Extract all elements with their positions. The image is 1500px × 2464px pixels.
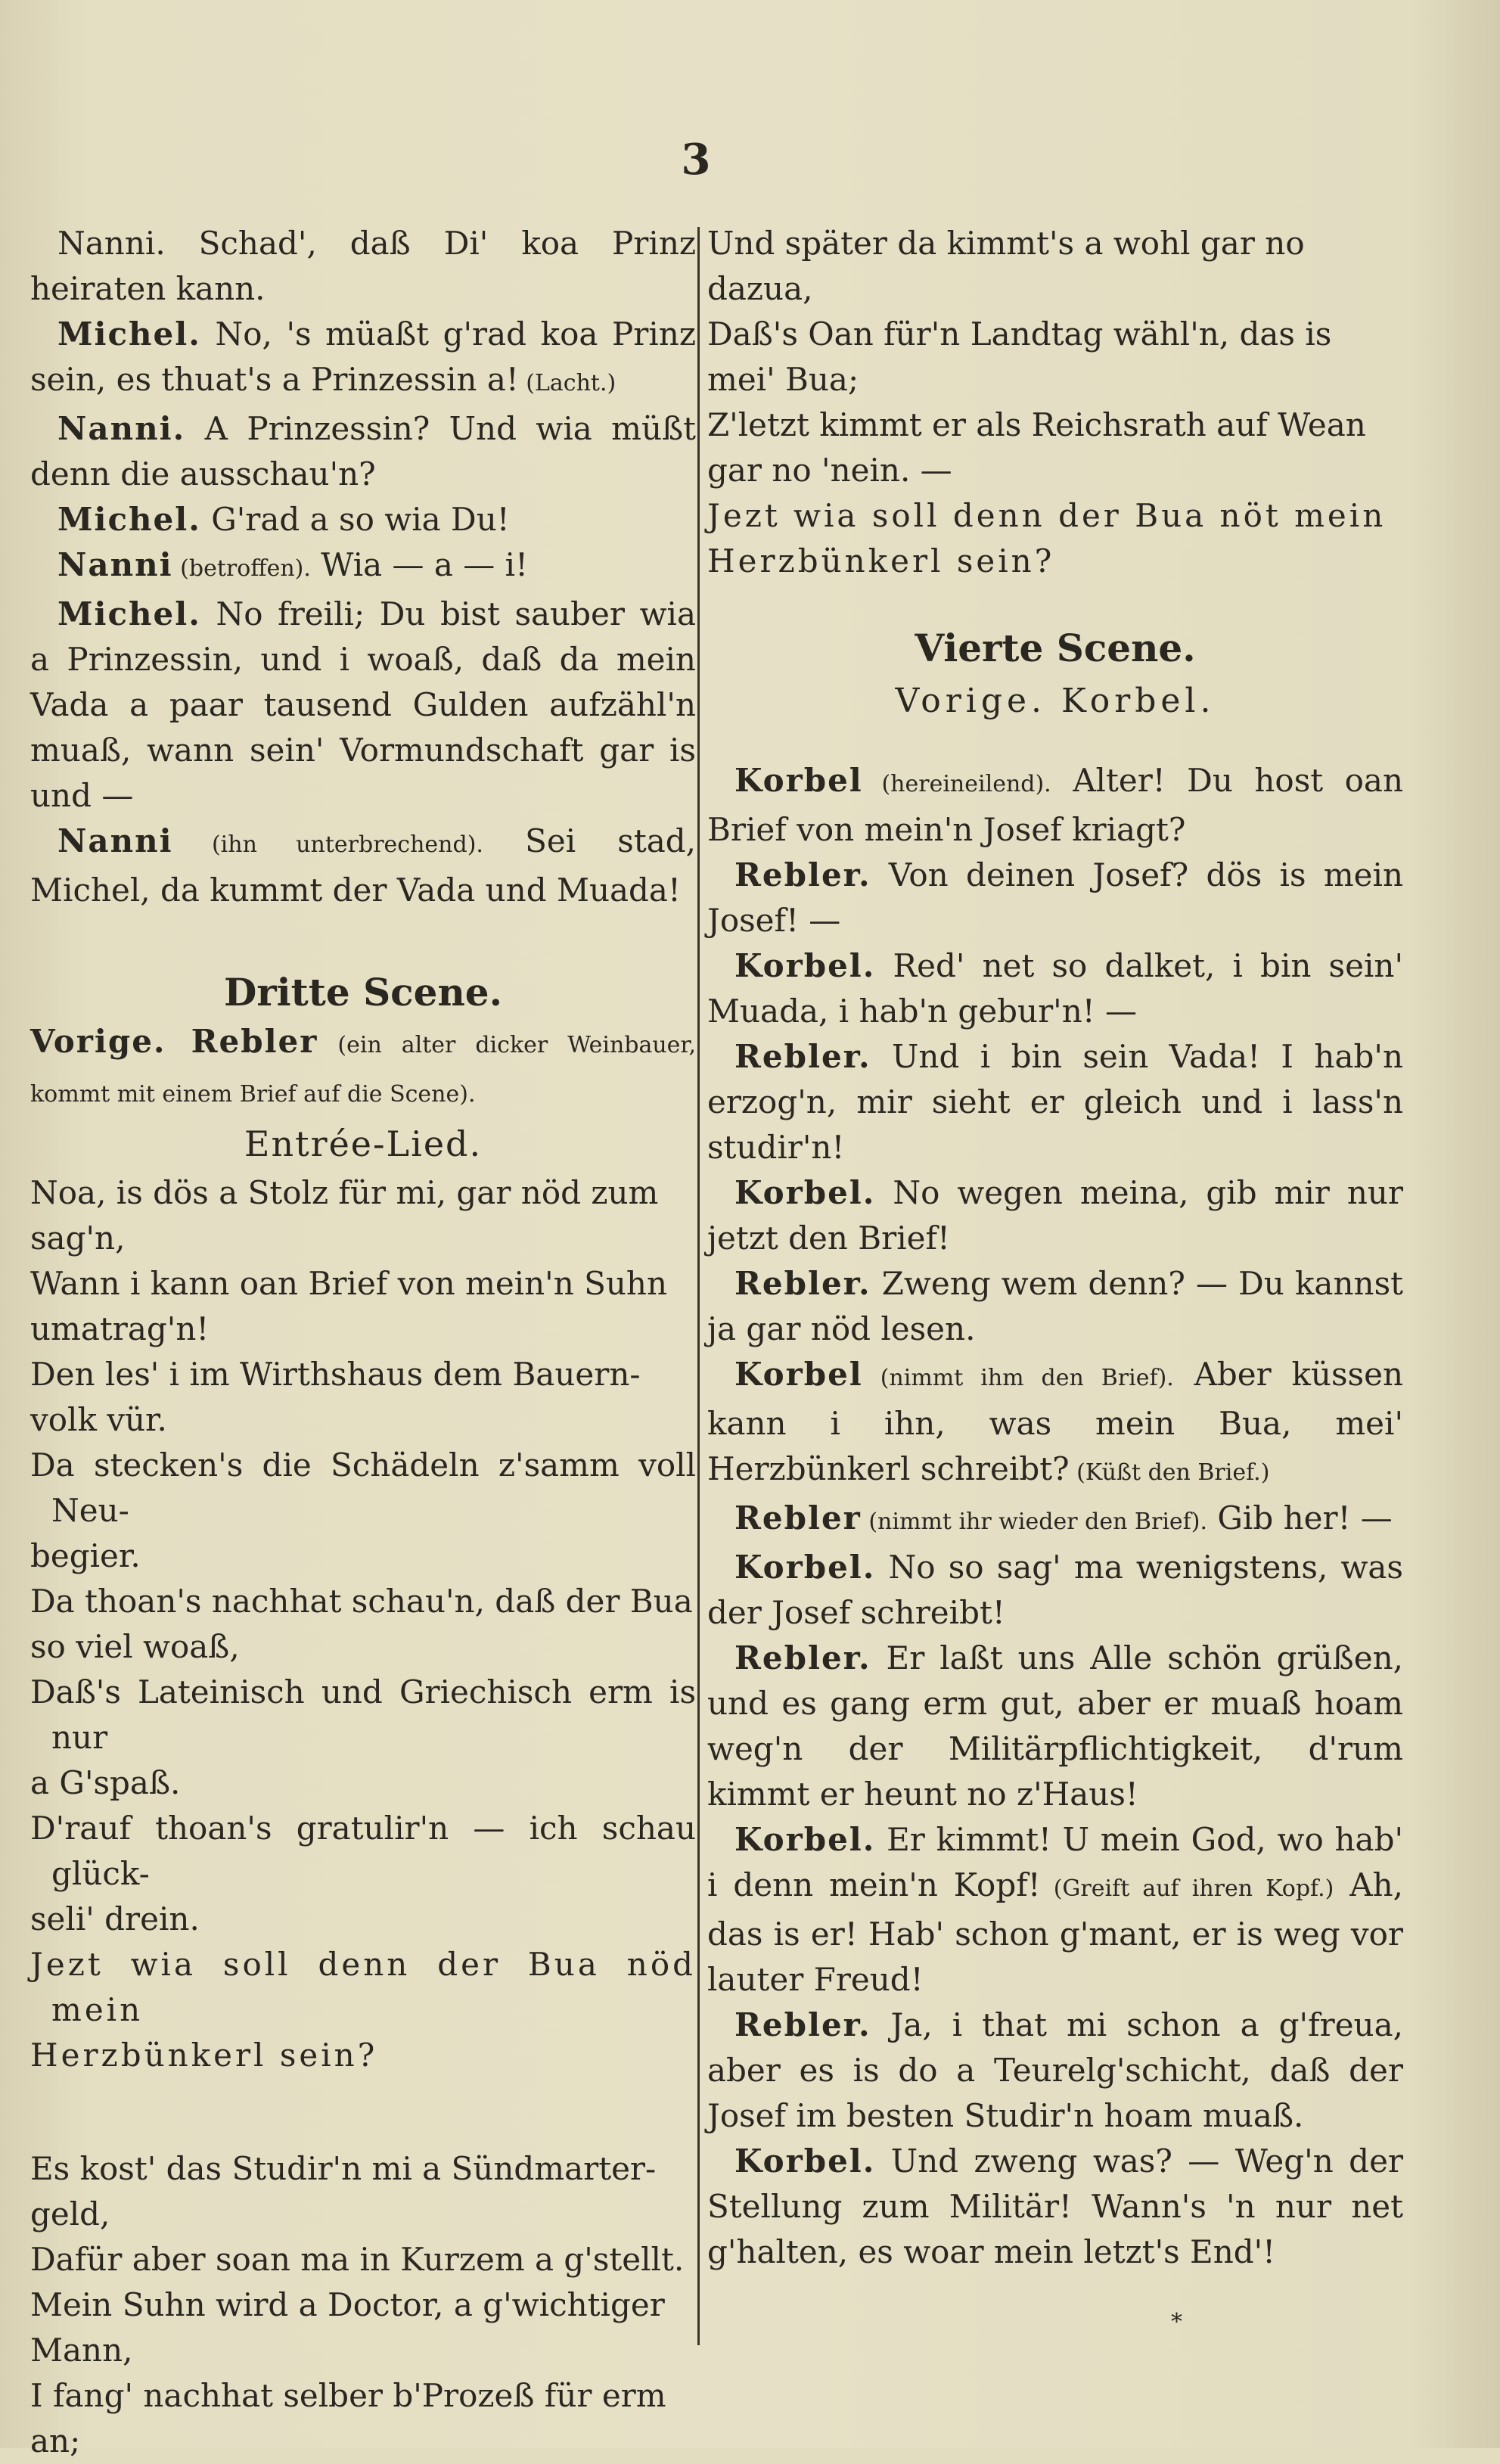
speaker-name: Rebler. xyxy=(734,1038,871,1075)
refrain-line: Jezt wia soll denn der Bua nöd mein xyxy=(30,1946,696,2028)
dialogue-line xyxy=(30,406,696,497)
scene-heading: Vierte Scene. xyxy=(915,626,1196,670)
speaker-name: Korbel. xyxy=(734,1821,876,1858)
dialogue-text: No freili; Du bist sauber wia a Prinzessin, und i woaß, daß da mein Vada a paar tausend Gulden aufzähl'n muaß, wann sein' Vormundschaft gar is und — xyxy=(30,595,696,814)
stage-direction: (Greift auf ihren Kopf.) xyxy=(1040,1875,1334,1902)
dialogue-line xyxy=(707,758,1403,853)
column-divider xyxy=(697,227,700,2345)
stage-direction: (nimmt ihm den Brief). xyxy=(862,1365,1174,1391)
dialogue-line xyxy=(30,542,696,592)
dialogue-text: Wia — a — i! xyxy=(310,546,528,583)
dialogue-text: Er kimmt! U mein God, wo hab' i denn mein'n Kopf! xyxy=(707,1821,1403,1903)
verse-line-continuation: Mann, xyxy=(30,2332,133,2369)
dialogue-line xyxy=(30,312,696,406)
dialogue-line xyxy=(707,1636,1403,1817)
verse-line: Da thoan's nachhat schau'n, daß der Bua xyxy=(30,1583,693,1620)
song-title: Entrée-Lied. xyxy=(244,1123,483,1164)
verse-line-continuation: a G'spaß. xyxy=(30,1764,181,1801)
verse-line-continuation: sag'n, xyxy=(30,1220,126,1257)
verse-line: Mein Suhn wird a Doctor, a g'wichtiger xyxy=(30,2286,665,2323)
verse-line: Z'letzt kimmt er als Reichsrath auf Wean xyxy=(707,406,1366,443)
verse-line-continuation: volk vür. xyxy=(30,1401,167,1438)
stage-direction: (ihn unterbrechend). xyxy=(172,831,483,858)
dialogue-text: Und i bin sein Vada! I hab'n erzog'n, mir sieht er gleich und i lass'n studir'n! xyxy=(707,1038,1403,1166)
dialogue-text: Zweng wem denn? — Du kannst ja gar nöd lesen. xyxy=(707,1265,1403,1347)
speaker-name: Rebler. xyxy=(734,856,871,893)
speaker-name: Nanni. xyxy=(57,410,186,447)
dialogue-line xyxy=(707,1261,1403,1352)
verse-line: Und später da kimmt's a wohl gar no xyxy=(707,225,1305,262)
refrain-line: Jezt wia soll denn der Bua nöt mein xyxy=(707,497,1387,534)
dialogue-text: G'rad a so wia Du! xyxy=(200,501,510,538)
verse-line: Noa, is dös a Stolz für mi, gar nöd zum xyxy=(30,1174,659,1211)
speaker-name: Rebler. xyxy=(734,2006,871,2043)
dialogue-line xyxy=(707,943,1403,1034)
speaker-name: Nanni xyxy=(57,822,173,859)
verse-line-continuation: begier. xyxy=(30,1537,141,1574)
dialogue-text: Ja, i that mi schon a g'freua, aber es is do a Teurelg'schicht, daß der Josef im besten Studir'n hoam muaß. xyxy=(707,2006,1403,2134)
stage-direction: (nimmt ihr wieder den Brief). xyxy=(861,1509,1208,1535)
dialogue-line xyxy=(30,819,696,913)
dialogue-text: Alter! Du host oan Brief von mein'n Josef kriagt? xyxy=(707,762,1403,848)
signature-mark: * xyxy=(1171,2309,1182,2335)
dialogue-line xyxy=(707,853,1403,943)
page-number: 3 xyxy=(681,135,711,185)
speaker-name: Korbel xyxy=(734,1356,863,1393)
dialogue-text: Gib her! — xyxy=(1207,1499,1393,1537)
speaker-name: Korbel. xyxy=(734,2142,876,2180)
verse-line-continuation: gar no 'nein. — xyxy=(707,452,952,489)
dialogue-line xyxy=(707,1034,1403,1170)
verse-line: Dafür aber soan ma in Kurzem a g'stellt. xyxy=(30,2241,685,2278)
scene-heading: Dritte Scene. xyxy=(223,970,503,1014)
dialogue-line xyxy=(707,1496,1403,1545)
verse-line-continuation: dazua, xyxy=(707,270,813,307)
dialogue-text: No wegen meina, gib mir nur jetzt den Brief! xyxy=(707,1174,1403,1257)
speaker-name: Rebler. xyxy=(734,1639,871,1676)
verse-line: Daß's Lateinisch und Griechisch erm is nur xyxy=(30,1673,696,1756)
characters-label: Vorige. xyxy=(30,1023,166,1060)
scene-characters xyxy=(30,1019,696,1117)
dialogue-line xyxy=(30,497,696,542)
speaker-name: Korbel. xyxy=(734,1174,876,1211)
speaker-name: Rebler xyxy=(166,1023,318,1060)
speaker-name: Korbel. xyxy=(734,1549,876,1586)
speaker-name: Rebler. xyxy=(734,1265,871,1302)
stage-direction: (hereineilend). xyxy=(862,771,1051,797)
verse-line: D'rauf thoan's gratulir'n — ich schau glück- xyxy=(30,1810,696,1892)
speaker-name: Nanni xyxy=(57,546,173,583)
verse-line: Es kost' das Studir'n mi a Sündmarter- xyxy=(30,2150,657,2187)
verse-line: I fang' nachhat selber b'Prozeß für erm xyxy=(30,2377,666,2414)
speaker-name: Michel. xyxy=(57,501,201,538)
right-column xyxy=(707,221,1403,2275)
dialogue-text: Von deinen Josef? dös is mein Josef! — xyxy=(707,856,1403,939)
dialogue-text: Ah, das is er! Hab' schon g'mant, er is weg vor lauter Freud! xyxy=(707,1866,1403,1998)
dialogue-text: Sei stad, Michel, da kummt der Vada und Muada! xyxy=(30,822,696,909)
dialogue-line xyxy=(707,1352,1403,1496)
verse-line: Wann i kann oan Brief von mein'n Suhn xyxy=(30,1265,668,1302)
speaker-name: Michel. xyxy=(57,595,201,632)
dialogue-line xyxy=(707,1817,1403,2003)
dialogue-text: No so sag' ma wenigstens, was der Josef schreibt! xyxy=(707,1549,1403,1631)
stage-direction: (Küßt den Brief.) xyxy=(1069,1459,1270,1486)
speaker-name: Rebler xyxy=(734,1499,862,1537)
verse-line: Den les' i im Wirthshaus dem Bauern- xyxy=(30,1356,641,1393)
dialogue-line xyxy=(707,2139,1403,2275)
dialogue-text: Red' net so dalket, i bin sein' Muada, i hab'n gebur'n! — xyxy=(707,947,1403,1030)
dialogue-text: A Prinzessin? Und wia müßt denn die ausschau'n? xyxy=(30,410,696,492)
verse-line-continuation: umatrag'n! xyxy=(30,1310,210,1347)
dialogue-text: Und zweng was? — Weg'n der Stellung zum Militär! Wann's 'n nur net g'halten, es woar mein letzt's End'! xyxy=(707,2142,1403,2270)
dialogue-text: Aber küssen kann i ihn, was mein Bua, mei' Herzbünkerl schreibt? xyxy=(707,1356,1403,1487)
verse-line: Daß's Oan für'n Landtag wähl'n, das is xyxy=(707,315,1332,353)
refrain-line-continuation: Herzbünkerl sein? xyxy=(30,2037,378,2074)
refrain-line-continuation: Herzbünkerl sein? xyxy=(707,542,1055,579)
scene-characters: Vorige. Korbel. xyxy=(895,682,1216,720)
dialogue-line xyxy=(30,592,696,819)
stage-direction: (ein alter dicker Weinbauer, kommt mit einem Brief auf die Scene). xyxy=(30,1032,697,1108)
left-column xyxy=(30,221,696,2464)
speaker-name: Michel. xyxy=(57,315,201,353)
dialogue-line xyxy=(707,1170,1403,1261)
verse-line-continuation: seli' drein. xyxy=(30,1900,200,1937)
verse-line: Da stecken's die Schädeln z'samm voll Neu- xyxy=(30,1446,696,1529)
dialogue-text: Er laßt uns Alle schön grüßen, und es gang erm gut, aber er muaß hoam weg'n der Militärpflichtigkeit, d'rum kimmt er heunt no z'Haus! xyxy=(707,1639,1403,1813)
speaker-name: Korbel xyxy=(734,762,863,799)
speaker-name: Korbel. xyxy=(734,947,876,984)
dialogue-line xyxy=(707,2003,1403,2139)
verse-line-continuation: so viel woaß, xyxy=(30,1628,240,1665)
stage-direction: (betroffen). xyxy=(172,555,311,582)
dialogue-line: Nanni. Schad', daß Di' koa Prinz heiraten kann. xyxy=(30,225,696,307)
dialogue-line xyxy=(707,1545,1403,1636)
dialogue-text: No, 's müaßt g'rad koa Prinz sein, es thuat's a Prinzessin a! xyxy=(30,315,696,398)
stage-direction: (Lacht.) xyxy=(518,370,616,396)
verse-line-continuation: mei' Bua; xyxy=(707,361,859,398)
verse-line-continuation: geld, xyxy=(30,2195,110,2233)
verse-line-continuation: an; xyxy=(30,2422,81,2459)
